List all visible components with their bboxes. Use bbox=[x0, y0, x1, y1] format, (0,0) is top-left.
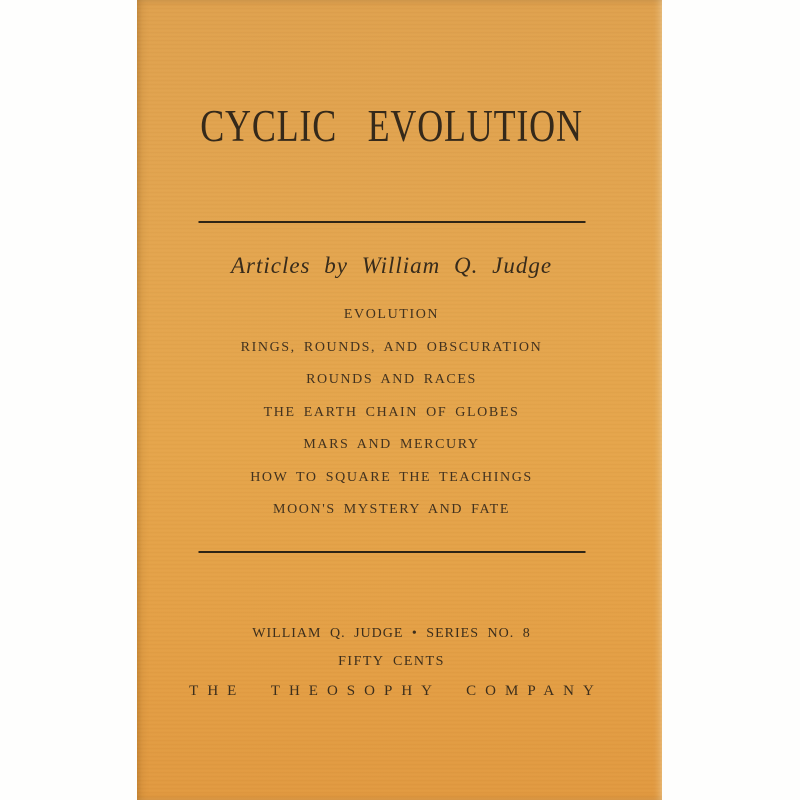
series-line: WILLIAM Q. JUDGE • SERIES NO. 8 bbox=[252, 626, 531, 641]
divider-bottom bbox=[198, 551, 585, 553]
book-title: CYCLIC EVOLUTION bbox=[200, 101, 583, 151]
article-item: EVOLUTION bbox=[343, 307, 440, 322]
publisher-line: THE THEOSOPHY COMPANY bbox=[189, 683, 603, 699]
article-item: MARS AND MERCURY bbox=[303, 437, 480, 452]
article-item: THE EARTH CHAIN OF GLOBES bbox=[263, 404, 520, 420]
byline: Articles by William Q. Judge bbox=[230, 253, 553, 278]
article-item: ROUNDS AND RACES bbox=[306, 372, 477, 387]
book-cover bbox=[137, 0, 662, 800]
divider-top bbox=[198, 221, 585, 223]
cover-content bbox=[137, 0, 646, 800]
price-line: FIFTY CENTS bbox=[338, 654, 445, 669]
article-item: HOW TO SQUARE THE TEACHINGS bbox=[250, 469, 533, 485]
article-list bbox=[137, 299, 646, 527]
article-item: RINGS, ROUNDS, AND OBSCURATION bbox=[240, 339, 543, 355]
article-item: MOON'S MYSTERY AND FATE bbox=[273, 502, 510, 517]
